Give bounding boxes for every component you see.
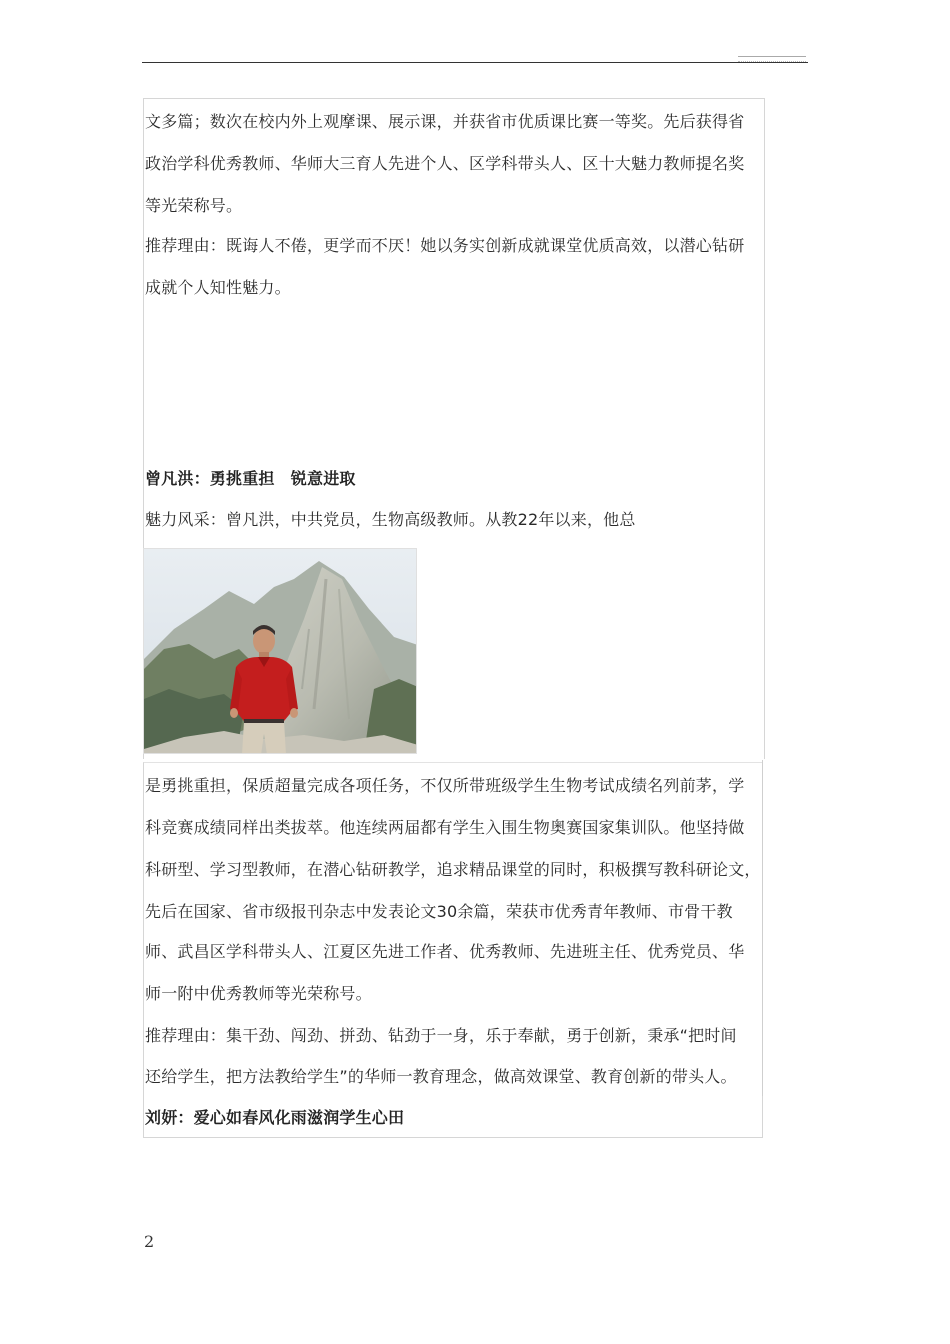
paragraph-line: 师、武昌区学科带头人、江夏区先进工作者、优秀教师、先进班主任、优秀党员、华 — [145, 942, 745, 961]
frame-right-line — [762, 760, 763, 1096]
paragraph-line: 科竞赛成绩同样出类拔萃。他连续两届都有学生入围生物奥赛国家集训队。他坚持做 — [145, 818, 745, 837]
header-mark — [738, 56, 806, 62]
recommendation-line: 成就个人知性魅力。 — [145, 278, 291, 297]
recommendation-line: 推荐理由：既诲人不倦，更学而不厌！她以务实创新成就课堂优质高效，以潜心钻研 — [145, 236, 745, 255]
paragraph-line: 师一附中优秀教师等光荣称号。 — [145, 984, 372, 1003]
header-rule — [142, 62, 808, 63]
recommendation-line: 推荐理由：集干劲、闯劲、拼劲、钻劲于一身，乐于奉献，勇于创新，秉承“把时间 — [145, 1026, 737, 1045]
profile-intro: 魅力风采：曾凡洪，中共党员，生物高级教师。从教22年以来，他总 — [145, 510, 636, 529]
page-number: 2 — [144, 1232, 155, 1251]
paragraph-line: 科研型、学习型教师，在潜心钻研教学，追求精品课堂的同时，积极撰写教科研论文， — [145, 860, 761, 879]
paragraph-line: 文多篇；数次在校内外上观摩课、展示课，并获省市优质课比赛一等奖。先后获得省 — [145, 112, 745, 131]
paragraph-line: 是勇挑重担，保质超量完成各项任务，不仅所带班级学生生物考试成绩名列前茅，学 — [145, 776, 745, 795]
section-heading: 曾凡洪：勇挑重担 锐意进取 — [145, 469, 356, 488]
paragraph-line: 先后在国家、省市级报刊杂志中发表论文30余篇，荣获市优秀青年教师、市骨干教 — [145, 902, 733, 921]
recommendation-line: 还给学生，把方法教给学生”的华师一教育理念，做高效课堂、教育创新的带头人。 — [145, 1067, 737, 1086]
section-heading: 刘妍：爱心如春风化雨滋润学生心田 — [145, 1108, 405, 1127]
paragraph-line: 政治学科优秀教师、华师大三育人先进个人、区学科带头人、区十大魅力教师提名奖 — [145, 154, 745, 173]
paragraph-line: 等光荣称号。 — [145, 196, 243, 215]
teacher-photo — [143, 548, 417, 754]
